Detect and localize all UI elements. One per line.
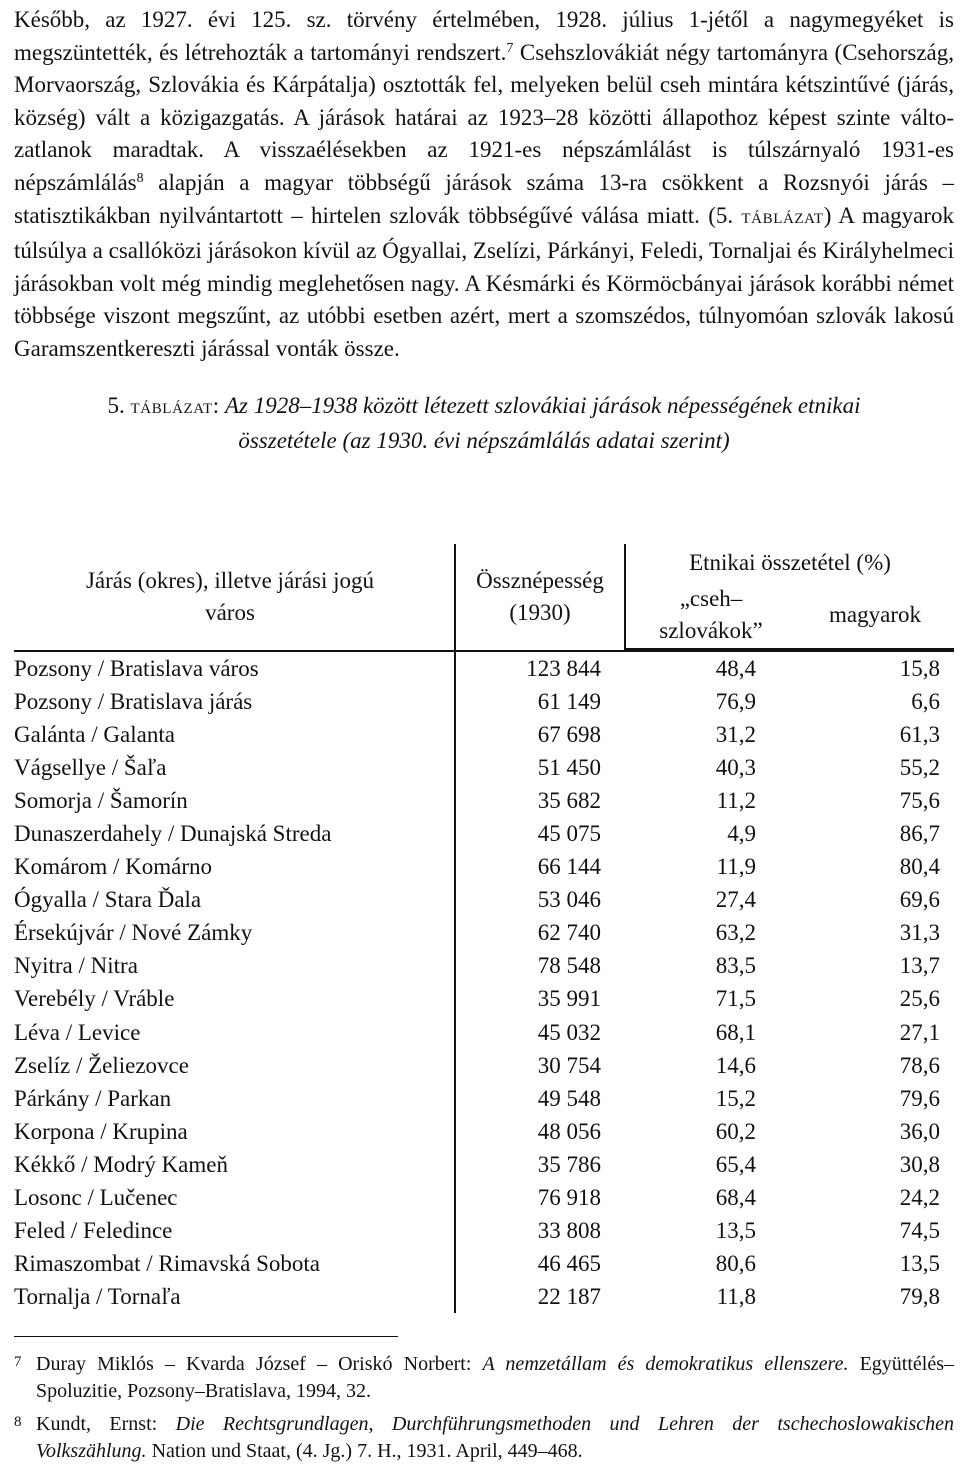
table-row bbox=[14, 685, 954, 718]
czechoslovak-percent-cell: 27,4 bbox=[715, 887, 756, 913]
district-name-cell: Galánta / Galanta bbox=[14, 722, 175, 748]
table-row bbox=[14, 751, 954, 784]
table-row bbox=[14, 784, 954, 817]
district-name-cell: Tornalja / Tornaľa bbox=[14, 1283, 181, 1309]
header-population: Össznépesség (1930) bbox=[455, 544, 625, 649]
hungarian-percent-cell: 36,0 bbox=[899, 1118, 940, 1144]
table-row bbox=[14, 817, 954, 850]
table-row bbox=[14, 1148, 954, 1181]
table-caption-number: 5. bbox=[107, 392, 131, 418]
table-row bbox=[14, 1115, 954, 1148]
table-body bbox=[14, 651, 954, 1313]
table-row bbox=[14, 1082, 954, 1115]
czechoslovak-percent-cell: 31,2 bbox=[715, 722, 756, 748]
czechoslovak-percent-cell: 13,5 bbox=[715, 1217, 756, 1243]
table-row bbox=[14, 1181, 954, 1214]
table-row bbox=[14, 949, 954, 982]
table-caption-text-1: Az 1928–1938 között létezett szlovákiai járások népességének etnikai bbox=[224, 392, 861, 418]
body-text-part-2: Csehszlovákiát négy tartományra (Csehország, Morvaország, Szlovákia és Kárpátalja) osztották fel, melyeken belül cseh mintára kétszintűvé (járás, község) vált a közigazgatás. A járások határai az 1923–28 közötti állapothoz képest szinte változatlanok maradtak. A visszaélésekben az 1921-es népszámlálást is túlszárnyaló 1931-es népszámlálás bbox=[14, 39, 954, 195]
table-row bbox=[14, 883, 954, 916]
district-name-cell: Párkány / Parkan bbox=[14, 1085, 172, 1111]
table-caption-colon: : bbox=[212, 392, 225, 418]
population-cell: 35 991 bbox=[455, 982, 625, 1015]
czechoslovak-percent-cell: 48,4 bbox=[715, 656, 756, 682]
footnote-7: 7 Duray Miklós – Kvarda József – Oriskó Norbert: A nemzetállam és demokratikus ellenszere. Együttélés–Spoluzitie, Pozsony–Bratislava, 1994, 32. bbox=[14, 1353, 954, 1402]
hungarian-percent-cell: 79,8 bbox=[899, 1283, 940, 1309]
population-cell: 46 465 bbox=[455, 1247, 625, 1280]
district-name-cell: Losonc / Lučenec bbox=[14, 1184, 178, 1210]
table-row bbox=[14, 1214, 954, 1247]
district-name-cell: Komárom / Komárno bbox=[14, 854, 213, 880]
district-name-cell: Vágsellye / Šaľa bbox=[14, 755, 167, 781]
footnote-ref-7[interactable]: 7 bbox=[506, 40, 514, 56]
district-name-cell: Verebély / Vráble bbox=[14, 986, 175, 1012]
czechoslovak-percent-cell: 11,8 bbox=[716, 1283, 756, 1309]
body-paragraph bbox=[14, 0, 954, 366]
hungarian-percent-cell: 75,6 bbox=[899, 788, 940, 814]
body-text-part-4: ) A magyarok túlsúlya a csallóközi járásokon kívül az Ógyallai, Zselízi, Párkányi, Feledi, Tornaljai és Királyhelmeci járásokban volt még mindig meglehetősen nagy. A Késmárki és Körmöcbányai járások korábbi német többsége viszont megszűnt, az utóbbi esetben azért, mert a szomszédos, túlnyomóan szlovák lakosú Garamszentkereszti járással vonták össze. bbox=[14, 202, 954, 361]
population-cell: 67 698 bbox=[455, 718, 625, 751]
table-reference: TÁBLÁZAT bbox=[741, 210, 824, 227]
table-caption bbox=[14, 390, 954, 457]
czechoslovak-percent-cell: 71,5 bbox=[715, 986, 756, 1012]
district-name-cell: Korpona / Krupina bbox=[14, 1118, 188, 1144]
hungarian-percent-cell: 6,6 bbox=[911, 689, 940, 715]
district-name-cell: Kékkő / Modrý Kameň bbox=[14, 1151, 228, 1177]
czechoslovak-percent-cell: 14,6 bbox=[715, 1052, 756, 1078]
hungarian-percent-cell: 25,6 bbox=[899, 986, 940, 1012]
hungarian-percent-cell: 86,7 bbox=[899, 821, 940, 847]
czechoslovak-percent-cell: 68,4 bbox=[715, 1184, 756, 1210]
hungarian-percent-cell: 69,6 bbox=[899, 887, 940, 913]
district-name-cell: Rimaszombat / Rimavská Sobota bbox=[14, 1250, 320, 1276]
czechoslovak-percent-cell: 11,9 bbox=[716, 854, 756, 880]
population-cell: 76 918 bbox=[455, 1181, 625, 1214]
czechoslovak-percent-cell: 15,2 bbox=[715, 1085, 756, 1111]
hungarian-percent-cell: 61,3 bbox=[899, 722, 940, 748]
population-cell: 30 754 bbox=[455, 1049, 625, 1082]
hungarian-percent-cell: 78,6 bbox=[899, 1052, 940, 1078]
footnote-8: 8 Kundt, Ernst: Die Rechtsgrundlagen, Durchführungsmethoden und Lehren der tschechoslowakischen Volkszählung. Nation und Staat, (4. Jg.) 7. H., 1931. April, 449–468. bbox=[14, 1413, 954, 1462]
population-cell: 35 786 bbox=[455, 1148, 625, 1181]
czechoslovak-percent-cell: 80,6 bbox=[715, 1250, 756, 1276]
hungarian-percent-cell: 30,8 bbox=[899, 1151, 940, 1177]
population-cell: 35 682 bbox=[455, 784, 625, 817]
district-name-cell: Somorja / Šamorín bbox=[14, 788, 188, 814]
table-row bbox=[14, 718, 954, 751]
czechoslovak-percent-cell: 60,2 bbox=[715, 1118, 756, 1144]
body-text-part-3: alapján a magyar többségű járások száma 13-ra csökkent a Rozsnyói járás – statisztikákban nyilvántartott – hirtelen szlovák többségűvé válása miatt. (5. bbox=[14, 169, 954, 228]
population-cell: 123 844 bbox=[455, 651, 625, 685]
table-caption-label: TÁBLÁZAT bbox=[130, 400, 213, 417]
district-name-cell: Léva / Levice bbox=[14, 1019, 141, 1045]
district-name-cell: Dunaszerdahely / Dunajská Streda bbox=[14, 821, 332, 847]
document-page bbox=[14, 0, 954, 1462]
header-ethnic-composition: Etnikai összetétel (%) bbox=[625, 544, 954, 582]
hungarian-percent-cell: 13,7 bbox=[899, 953, 940, 979]
population-cell: 45 032 bbox=[455, 1016, 625, 1049]
czechoslovak-percent-cell: 4,9 bbox=[727, 821, 756, 847]
body-text-part-1: Később, az 1927. évi 125. sz. törvény értelmében, 1928. július 1-jétől a nagymegyéket is megszüntették, és létrehozták a tartományi rendszert. bbox=[14, 7, 954, 65]
hungarian-percent-cell: 79,6 bbox=[899, 1085, 940, 1111]
table-caption-text-2: összetétele (az 1930. évi népszámlálás adatai szerint) bbox=[238, 427, 730, 453]
czechoslovak-percent-cell: 83,5 bbox=[715, 953, 756, 979]
hungarian-percent-cell: 27,1 bbox=[899, 1019, 940, 1045]
population-cell: 48 056 bbox=[455, 1115, 625, 1148]
table-row bbox=[14, 1016, 954, 1049]
footnote-separator bbox=[14, 1336, 398, 1337]
hungarian-percent-cell: 55,2 bbox=[899, 755, 940, 781]
population-cell: 51 450 bbox=[455, 751, 625, 784]
table-row bbox=[14, 916, 954, 949]
hungarian-percent-cell: 80,4 bbox=[899, 854, 940, 880]
district-name-cell: Feled / Feledince bbox=[14, 1217, 173, 1243]
czechoslovak-percent-cell: 11,2 bbox=[716, 788, 756, 814]
district-name-cell: Pozsony / Bratislava város bbox=[14, 656, 259, 682]
population-cell: 22 187 bbox=[455, 1280, 625, 1313]
ethnic-composition-table bbox=[14, 544, 954, 1313]
population-cell: 53 046 bbox=[455, 883, 625, 916]
population-cell: 33 808 bbox=[455, 1214, 625, 1247]
header-czechoslovaks: „cseh– szlovákok” bbox=[625, 582, 796, 649]
population-cell: 45 075 bbox=[455, 817, 625, 850]
table-row bbox=[14, 850, 954, 883]
table-row bbox=[14, 1280, 954, 1313]
population-cell: 61 149 bbox=[455, 685, 625, 718]
footnote-ref-8[interactable]: 8 bbox=[136, 170, 144, 186]
hungarian-percent-cell: 13,5 bbox=[899, 1250, 940, 1276]
table-row bbox=[14, 1247, 954, 1280]
district-name-cell: Ógyalla / Stara Ďala bbox=[14, 887, 202, 913]
czechoslovak-percent-cell: 63,2 bbox=[715, 920, 756, 946]
czechoslovak-percent-cell: 76,9 bbox=[715, 689, 756, 715]
district-name-cell: Nyitra / Nitra bbox=[14, 953, 138, 979]
table-row bbox=[14, 982, 954, 1015]
czechoslovak-percent-cell: 68,1 bbox=[715, 1019, 756, 1045]
population-cell: 78 548 bbox=[455, 949, 625, 982]
header-hungarians: magyarok bbox=[796, 582, 954, 649]
district-name-cell: Zselíz / Želiezovce bbox=[14, 1052, 189, 1078]
hungarian-percent-cell: 74,5 bbox=[899, 1217, 940, 1243]
population-cell: 49 548 bbox=[455, 1082, 625, 1115]
district-name-cell: Érsekújvár / Nové Zámky bbox=[14, 920, 253, 946]
czechoslovak-percent-cell: 65,4 bbox=[715, 1151, 756, 1177]
table-row bbox=[14, 651, 954, 685]
population-cell: 66 144 bbox=[455, 850, 625, 883]
header-district: Járás (okres), illetve járási jogú város bbox=[85, 567, 375, 625]
table-row bbox=[14, 1049, 954, 1082]
hungarian-percent-cell: 31,3 bbox=[899, 920, 940, 946]
czechoslovak-percent-cell: 40,3 bbox=[715, 755, 756, 781]
hungarian-percent-cell: 24,2 bbox=[899, 1184, 940, 1210]
district-name-cell: Pozsony / Bratislava járás bbox=[14, 689, 253, 715]
footnotes bbox=[14, 1349, 954, 1469]
hungarian-percent-cell: 15,8 bbox=[899, 656, 940, 682]
population-cell: 62 740 bbox=[455, 916, 625, 949]
